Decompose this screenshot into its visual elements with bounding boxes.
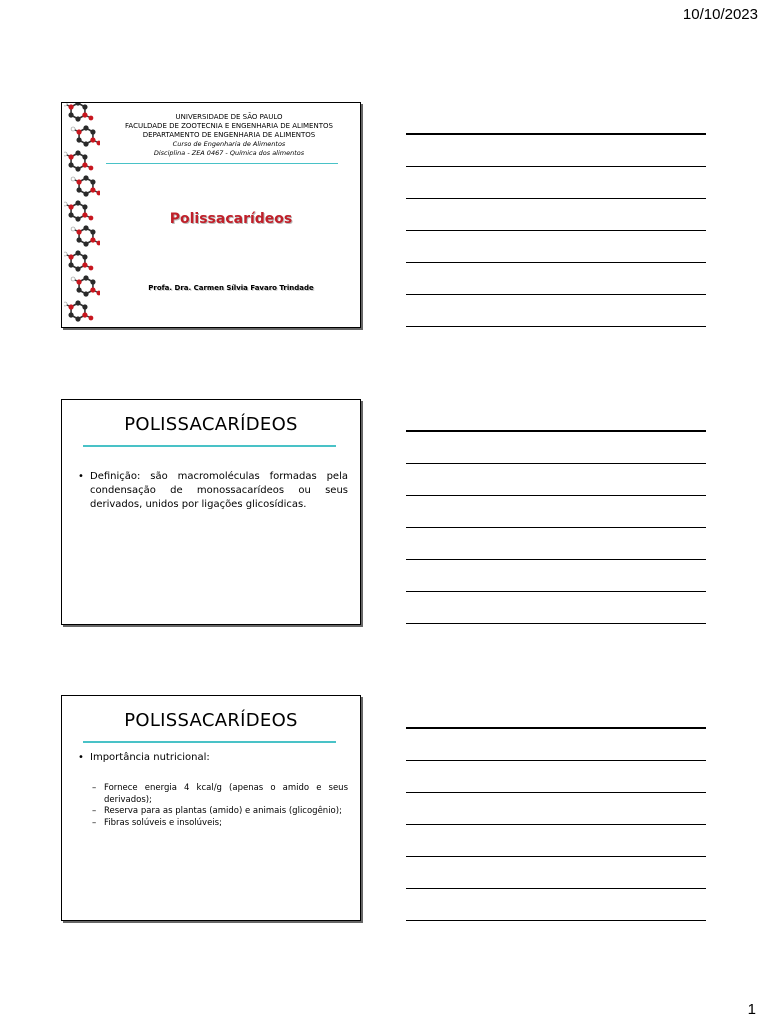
print-date: 10/10/2023 — [682, 6, 758, 23]
dash-icon: – — [92, 817, 97, 828]
note-line — [406, 559, 706, 560]
note-line — [406, 262, 706, 263]
note-line — [406, 760, 706, 761]
note-line — [406, 623, 706, 624]
divider — [83, 445, 336, 447]
sub-item — [92, 783, 348, 806]
sub-item-text: Fornece energia 4 kcal/g (apenas o amido e seus derivados); — [104, 783, 348, 805]
bullet-text: Importância nutricional: — [90, 752, 210, 763]
slide-body — [78, 751, 348, 829]
slide-title: POLISSACARÍDEOS — [124, 414, 298, 435]
dash-icon: – — [92, 806, 97, 816]
note-line — [406, 792, 706, 793]
notes-lines-2 — [406, 430, 706, 655]
divider — [106, 163, 338, 164]
bullet-icon: • — [78, 471, 84, 482]
author: Profa. Dra. Carmen Sílvia Favaro Trindade — [148, 284, 314, 292]
note-line — [406, 527, 706, 528]
slide-title: POLISSACARÍDEOS — [124, 710, 298, 731]
header-line: UNIVERSIDADE DE SÃO PAULO — [175, 113, 283, 121]
header-line: FACULDADE DE ZOOTECNIA E ENGENHARIA DE ALIMENTOS — [125, 122, 333, 130]
slide-3 — [61, 695, 361, 921]
bullet-item — [78, 751, 348, 765]
note-line — [406, 591, 706, 592]
note-line — [406, 463, 706, 464]
note-line — [406, 920, 706, 921]
sub-list — [78, 783, 348, 829]
note-line — [406, 198, 706, 199]
bullet-item — [78, 470, 348, 512]
bullet-text: Definição: são macromoléculas formadas pela condensação de monossacarídeos ou seus derivados, unidos por ligações glicosídicas. — [90, 471, 348, 510]
dash-icon: – — [92, 783, 97, 793]
glucose-chain-icon — [64, 103, 100, 327]
discipline-line: Disciplina - ZEA 0467 - Química dos alimentos — [153, 149, 305, 157]
header-line: DEPARTAMENTO DE ENGENHARIA DE ALIMENTOS — [142, 131, 316, 139]
note-line — [406, 230, 706, 231]
slide-2 — [61, 399, 361, 625]
sub-item — [92, 818, 348, 830]
note-line — [406, 326, 706, 327]
page-number: 1 — [747, 1001, 756, 1018]
slide-title: Polissacarídeos — [169, 211, 293, 227]
slide-1 — [61, 102, 361, 328]
note-line — [406, 856, 706, 857]
sub-item-text: Fibras solúveis e insolúveis; — [104, 817, 222, 828]
sub-item-text: Reserva para as plantas (amido) e animais (glicogênio); — [104, 806, 342, 816]
bullet-icon: • — [78, 752, 84, 763]
note-line — [406, 824, 706, 825]
note-line — [406, 727, 706, 729]
note-line — [406, 430, 706, 432]
note-line — [406, 495, 706, 496]
notes-lines-1 — [406, 133, 706, 358]
note-line — [406, 294, 706, 295]
note-line — [406, 166, 706, 167]
notes-lines-3 — [406, 727, 706, 952]
note-line — [406, 888, 706, 889]
slide-body — [78, 470, 348, 512]
institution-header — [102, 113, 356, 158]
course-line: Curso de Engenharia de Alimentos — [172, 140, 286, 148]
sub-item — [92, 806, 348, 818]
divider — [83, 741, 336, 743]
note-line — [406, 133, 706, 135]
